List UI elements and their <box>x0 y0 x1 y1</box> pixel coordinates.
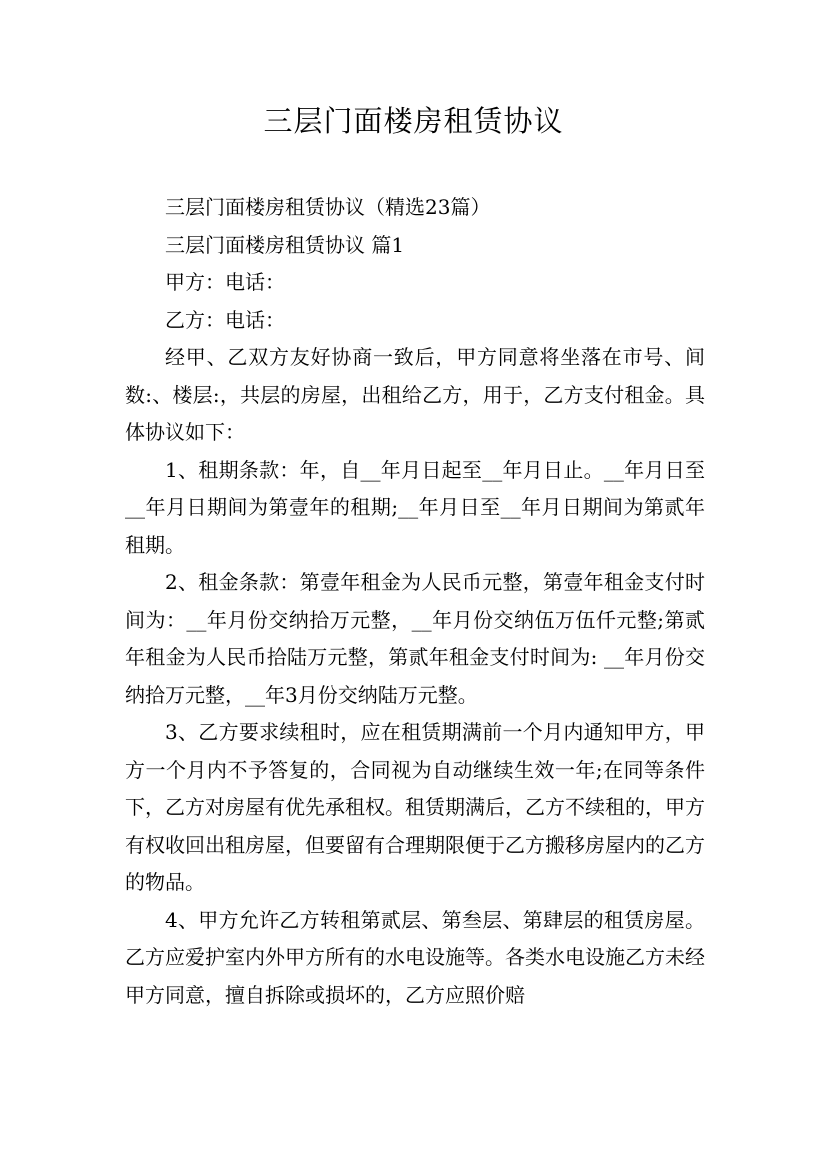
intro-paragraph: 经甲、乙双方友好协商一致后，甲方同意将坐落在市号、间数:、楼层:，共层的房屋，出租给乙方，用于，乙方支付租金。具体协议如下： <box>125 345 705 444</box>
document-title: 三层门面楼房租赁协议 <box>263 104 564 138</box>
subtitle-paragraph: 三层门面楼房租赁协议（精选23篇） <box>165 195 491 219</box>
clause-4-paragraph: 4、甲方允许乙方转租第贰层、第叁层、第肆层的租赁房屋。乙方应爱护室内外甲方所有的水电设施等。各类水电设施乙方未经甲方同意，擅自拆除或损坏的，乙方应照价赔 <box>125 907 705 1007</box>
party-b-line: 乙方：电话： <box>165 307 285 332</box>
clause-2-paragraph: 2、租金条款：第壹年租金为人民币元整，第壹年租金支付时间为：__年月份交纳拾万元整，__年月份交纳伍万伍仟元整;第贰年租金为人民币拾陆万元整，第贰年租金支付时间为: __年月份交纳拾万元整，__年3月份交纳陆万元整。 <box>125 570 705 707</box>
section-heading: 三层门面楼房租赁协议 篇1 <box>165 232 405 257</box>
clause-3-paragraph: 3、乙方要求续租时，应在租赁期满前一个月内通知甲方，甲方一个月内不予答复的，合同视为自动继续生效一年;在同等条件下，乙方对房屋有优先承租权。租赁期满后，乙方不续租的，甲方有权收回出租房屋，但要留有合理期限便于乙方搬移房屋内的乙方的物品。 <box>125 720 705 894</box>
document-body <box>125 189 705 1014</box>
clause-1-paragraph: 1、租期条款：年，自__年月日起至__年月日止。__年月日至__年月日期间为第壹年的租期;__年月日至__年月日期间为第贰年租期。 <box>125 457 705 557</box>
party-a-line: 甲方：电话： <box>165 270 285 294</box>
